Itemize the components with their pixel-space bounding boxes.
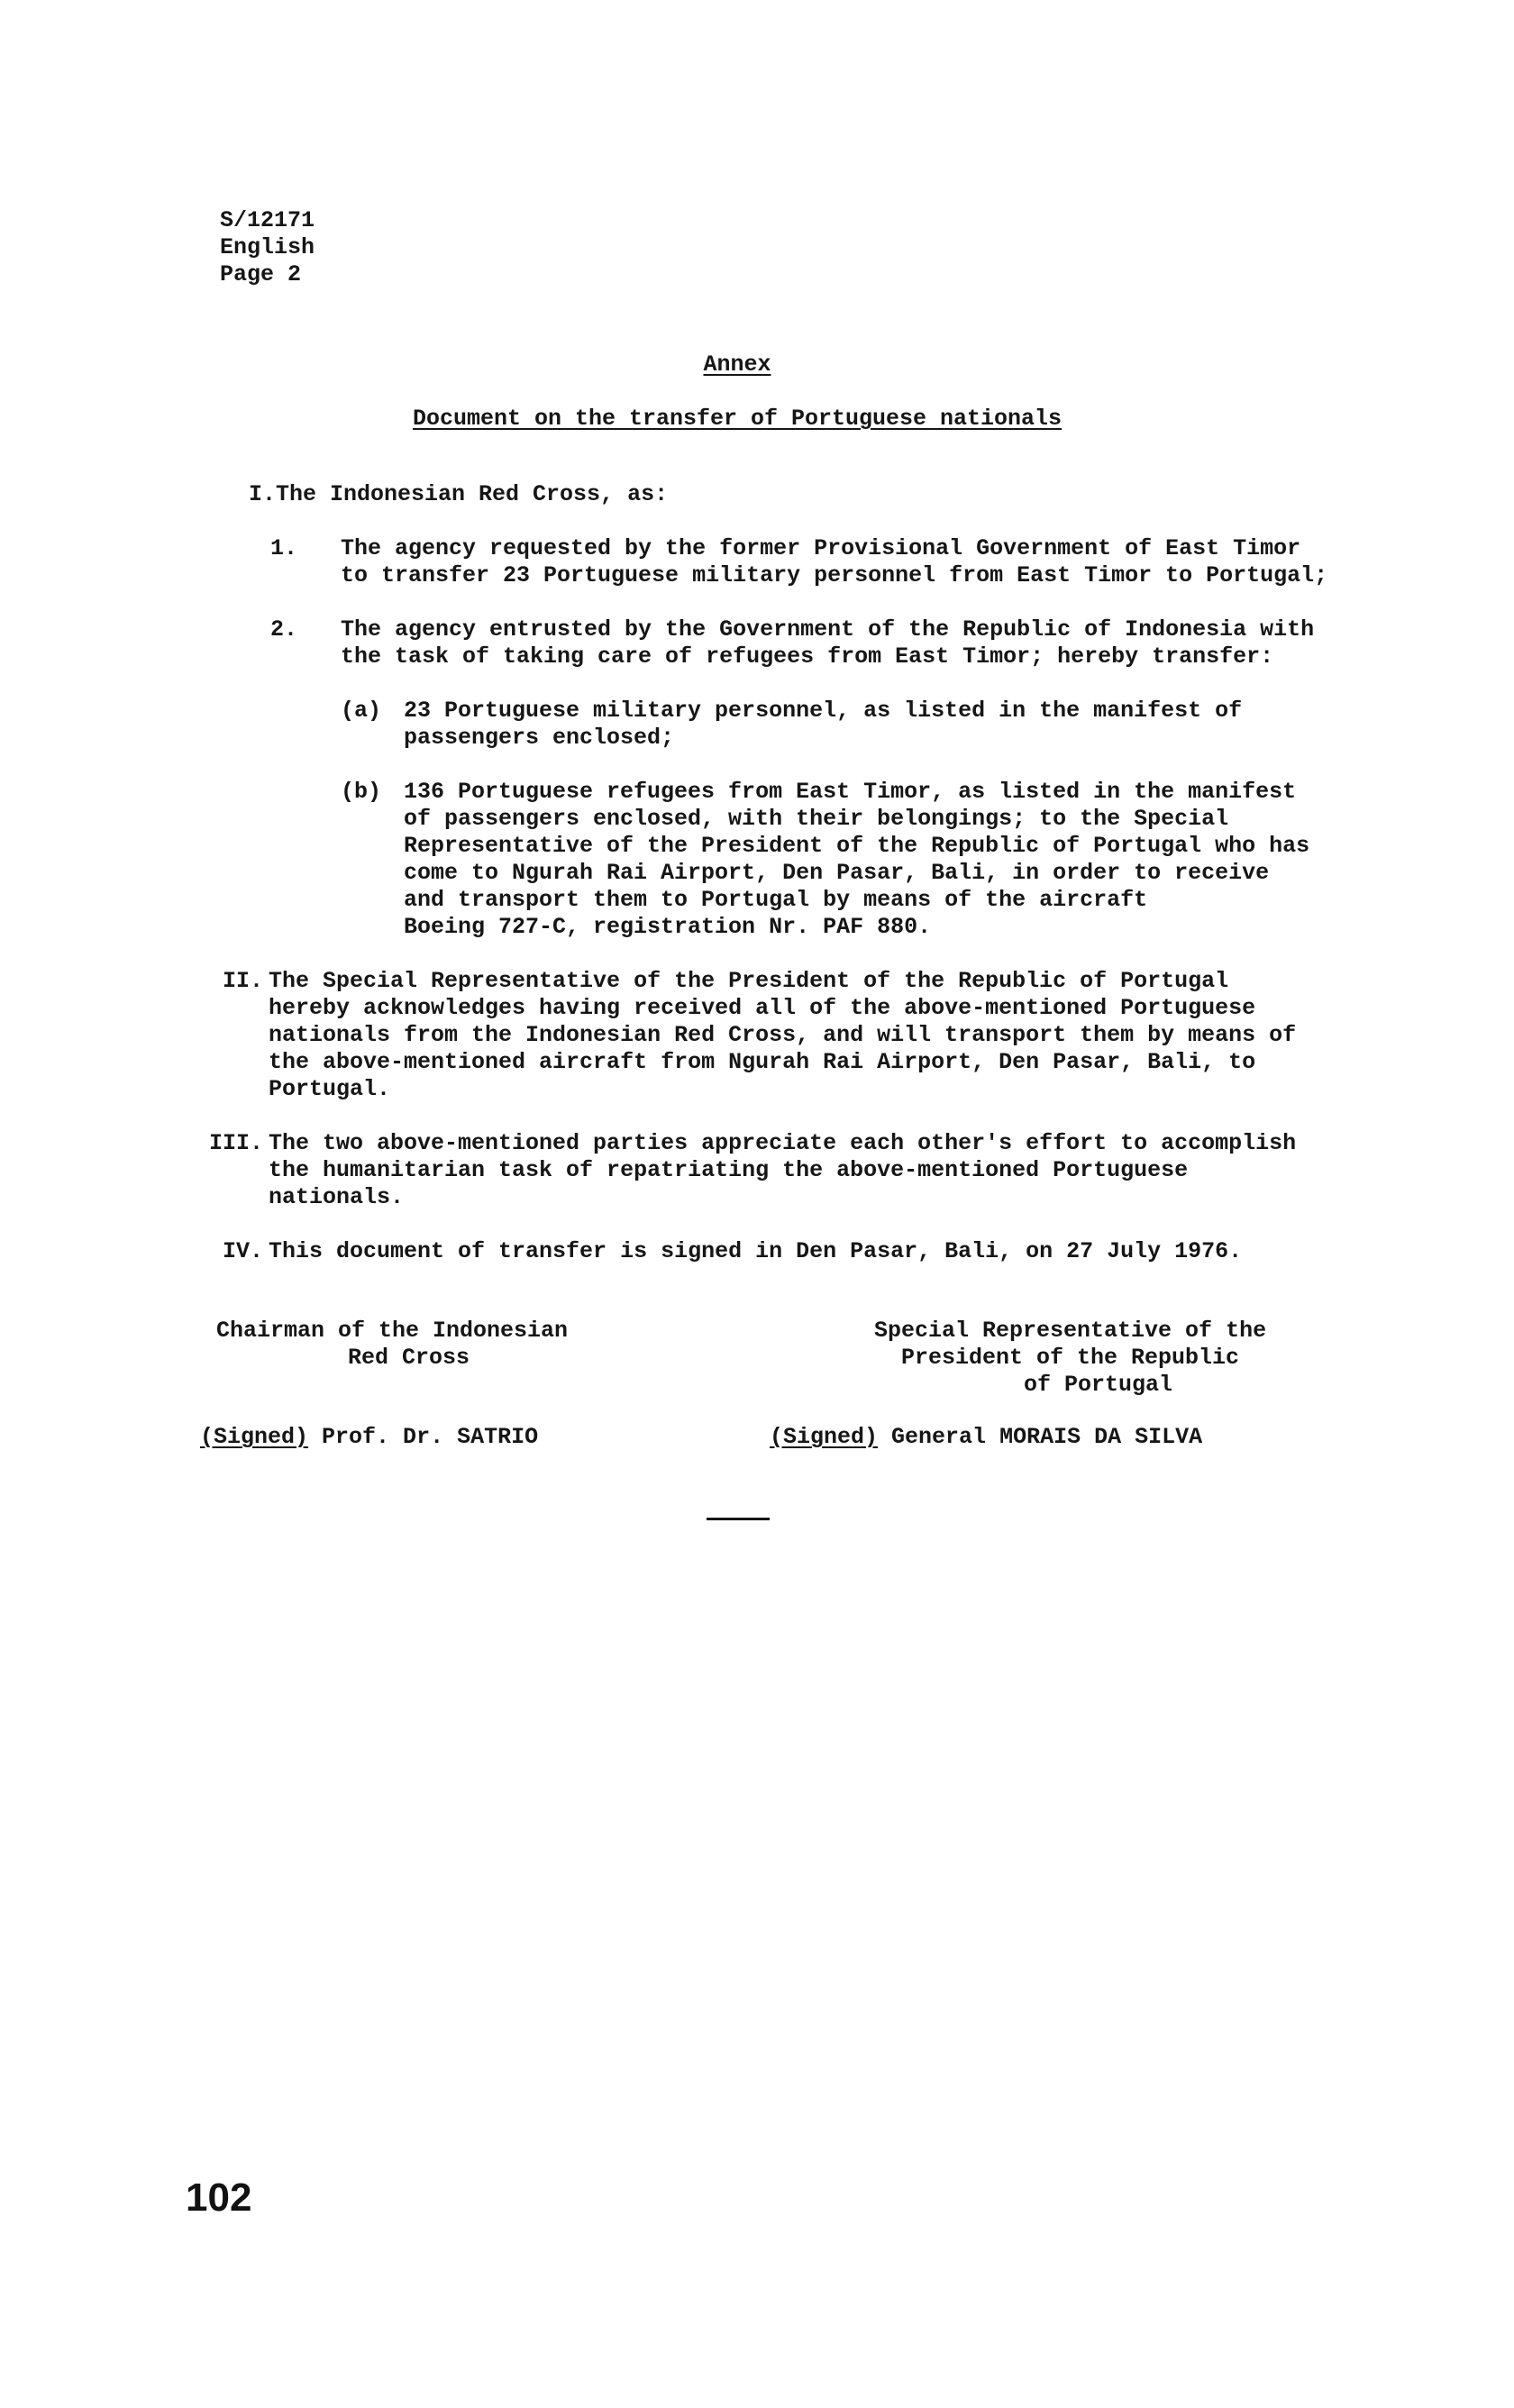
end-rule (707, 1518, 770, 1520)
item-2-label: 2. (270, 616, 298, 643)
section-iv-text: This document of transfer is signed in Den Pasar, Bali, on 27 July 1976. (269, 1238, 1243, 1264)
sub-b-line: of passengers enclosed, with their belongings; to the Special (404, 806, 1229, 832)
item-1-line: The agency requested by the former Provisional Government of East Timor (341, 535, 1301, 561)
sub-b-line: Representative of the President of the Republic of Portugal who has (404, 833, 1310, 859)
left-signatory-title: Chairman of the Indonesian (216, 1318, 569, 1344)
section-iii-line: nationals. (269, 1184, 405, 1210)
item-2-line: the task of taking care of refugees from East Timor; hereby transfer: (341, 643, 1274, 670)
right-signatory-title: of Portugal (1024, 1372, 1173, 1398)
section-i-intro: The Indonesian Red Cross, as: (276, 481, 669, 507)
page-number: 102 (186, 2175, 252, 2220)
sub-b-line: and transport them to Portugal by means of the aircraft (404, 887, 1148, 913)
document-language: English (220, 234, 315, 260)
section-ii-line: the above-mentioned aircraft from Ngurah Rai Airport, Den Pasar, Bali, to (269, 1049, 1256, 1075)
left-signatory-name: Prof. Dr. SATRIO (322, 1424, 539, 1450)
annex-title: Annex (703, 351, 771, 378)
right-signatory-title: President of the Republic (901, 1345, 1240, 1371)
sub-a-label: (a) (341, 698, 382, 724)
document-page: Page 2 (220, 261, 302, 287)
section-iii-line: the humanitarian task of repatriating the above-mentioned Portuguese (269, 1157, 1189, 1183)
left-signatory-title: Red Cross (348, 1345, 470, 1371)
section-iii-label: III. (208, 1130, 263, 1156)
section-ii-line: Portugal. (269, 1076, 391, 1102)
document-symbol: S/12171 (220, 207, 315, 233)
signed-label: (Signed) (770, 1424, 879, 1450)
sub-b-line: come to Ngurah Rai Airport, Den Pasar, Bali, in order to receive (404, 860, 1270, 886)
section-ii-label: II. (222, 968, 263, 994)
left-signature (200, 1424, 538, 1451)
item-2-line: The agency entrusted by the Government of the Republic of Indonesia with (341, 616, 1315, 643)
signed-label: (Signed) (200, 1424, 309, 1450)
section-ii-line: The Special Representative of the President of the Republic of Portugal (269, 968, 1229, 994)
right-signature (770, 1424, 1202, 1451)
right-signatory-title: Special Representative of the (874, 1318, 1267, 1344)
sub-a-line: 23 Portuguese military personnel, as listed in the manifest of (404, 698, 1243, 724)
item-1-line: to transfer 23 Portuguese military personnel from East Timor to Portugal; (341, 562, 1328, 588)
section-iii-line: The two above-mentioned parties appreciate each other's effort to accomplish (269, 1130, 1297, 1156)
section-ii-line: nationals from the Indonesian Red Cross, and will transport them by means of (269, 1022, 1297, 1048)
right-signatory-name: General MORAIS DA SILVA (891, 1424, 1203, 1450)
sub-a-line: passengers enclosed; (404, 725, 675, 751)
document-title: Document on the transfer of Portuguese nationals (412, 406, 1063, 432)
item-1-label: 1. (270, 535, 298, 561)
sub-b-label: (b) (341, 779, 382, 805)
sub-b-line: 136 Portuguese refugees from East Timor, as listed in the manifest (404, 779, 1297, 805)
section-iv-label: IV. (222, 1238, 263, 1264)
sub-b-line: Boeing 727-C, registration Nr. PAF 880. (404, 914, 932, 940)
section-ii-line: hereby acknowledges having received all of the above-mentioned Portuguese (269, 995, 1256, 1021)
section-i-label: I. (248, 481, 276, 507)
